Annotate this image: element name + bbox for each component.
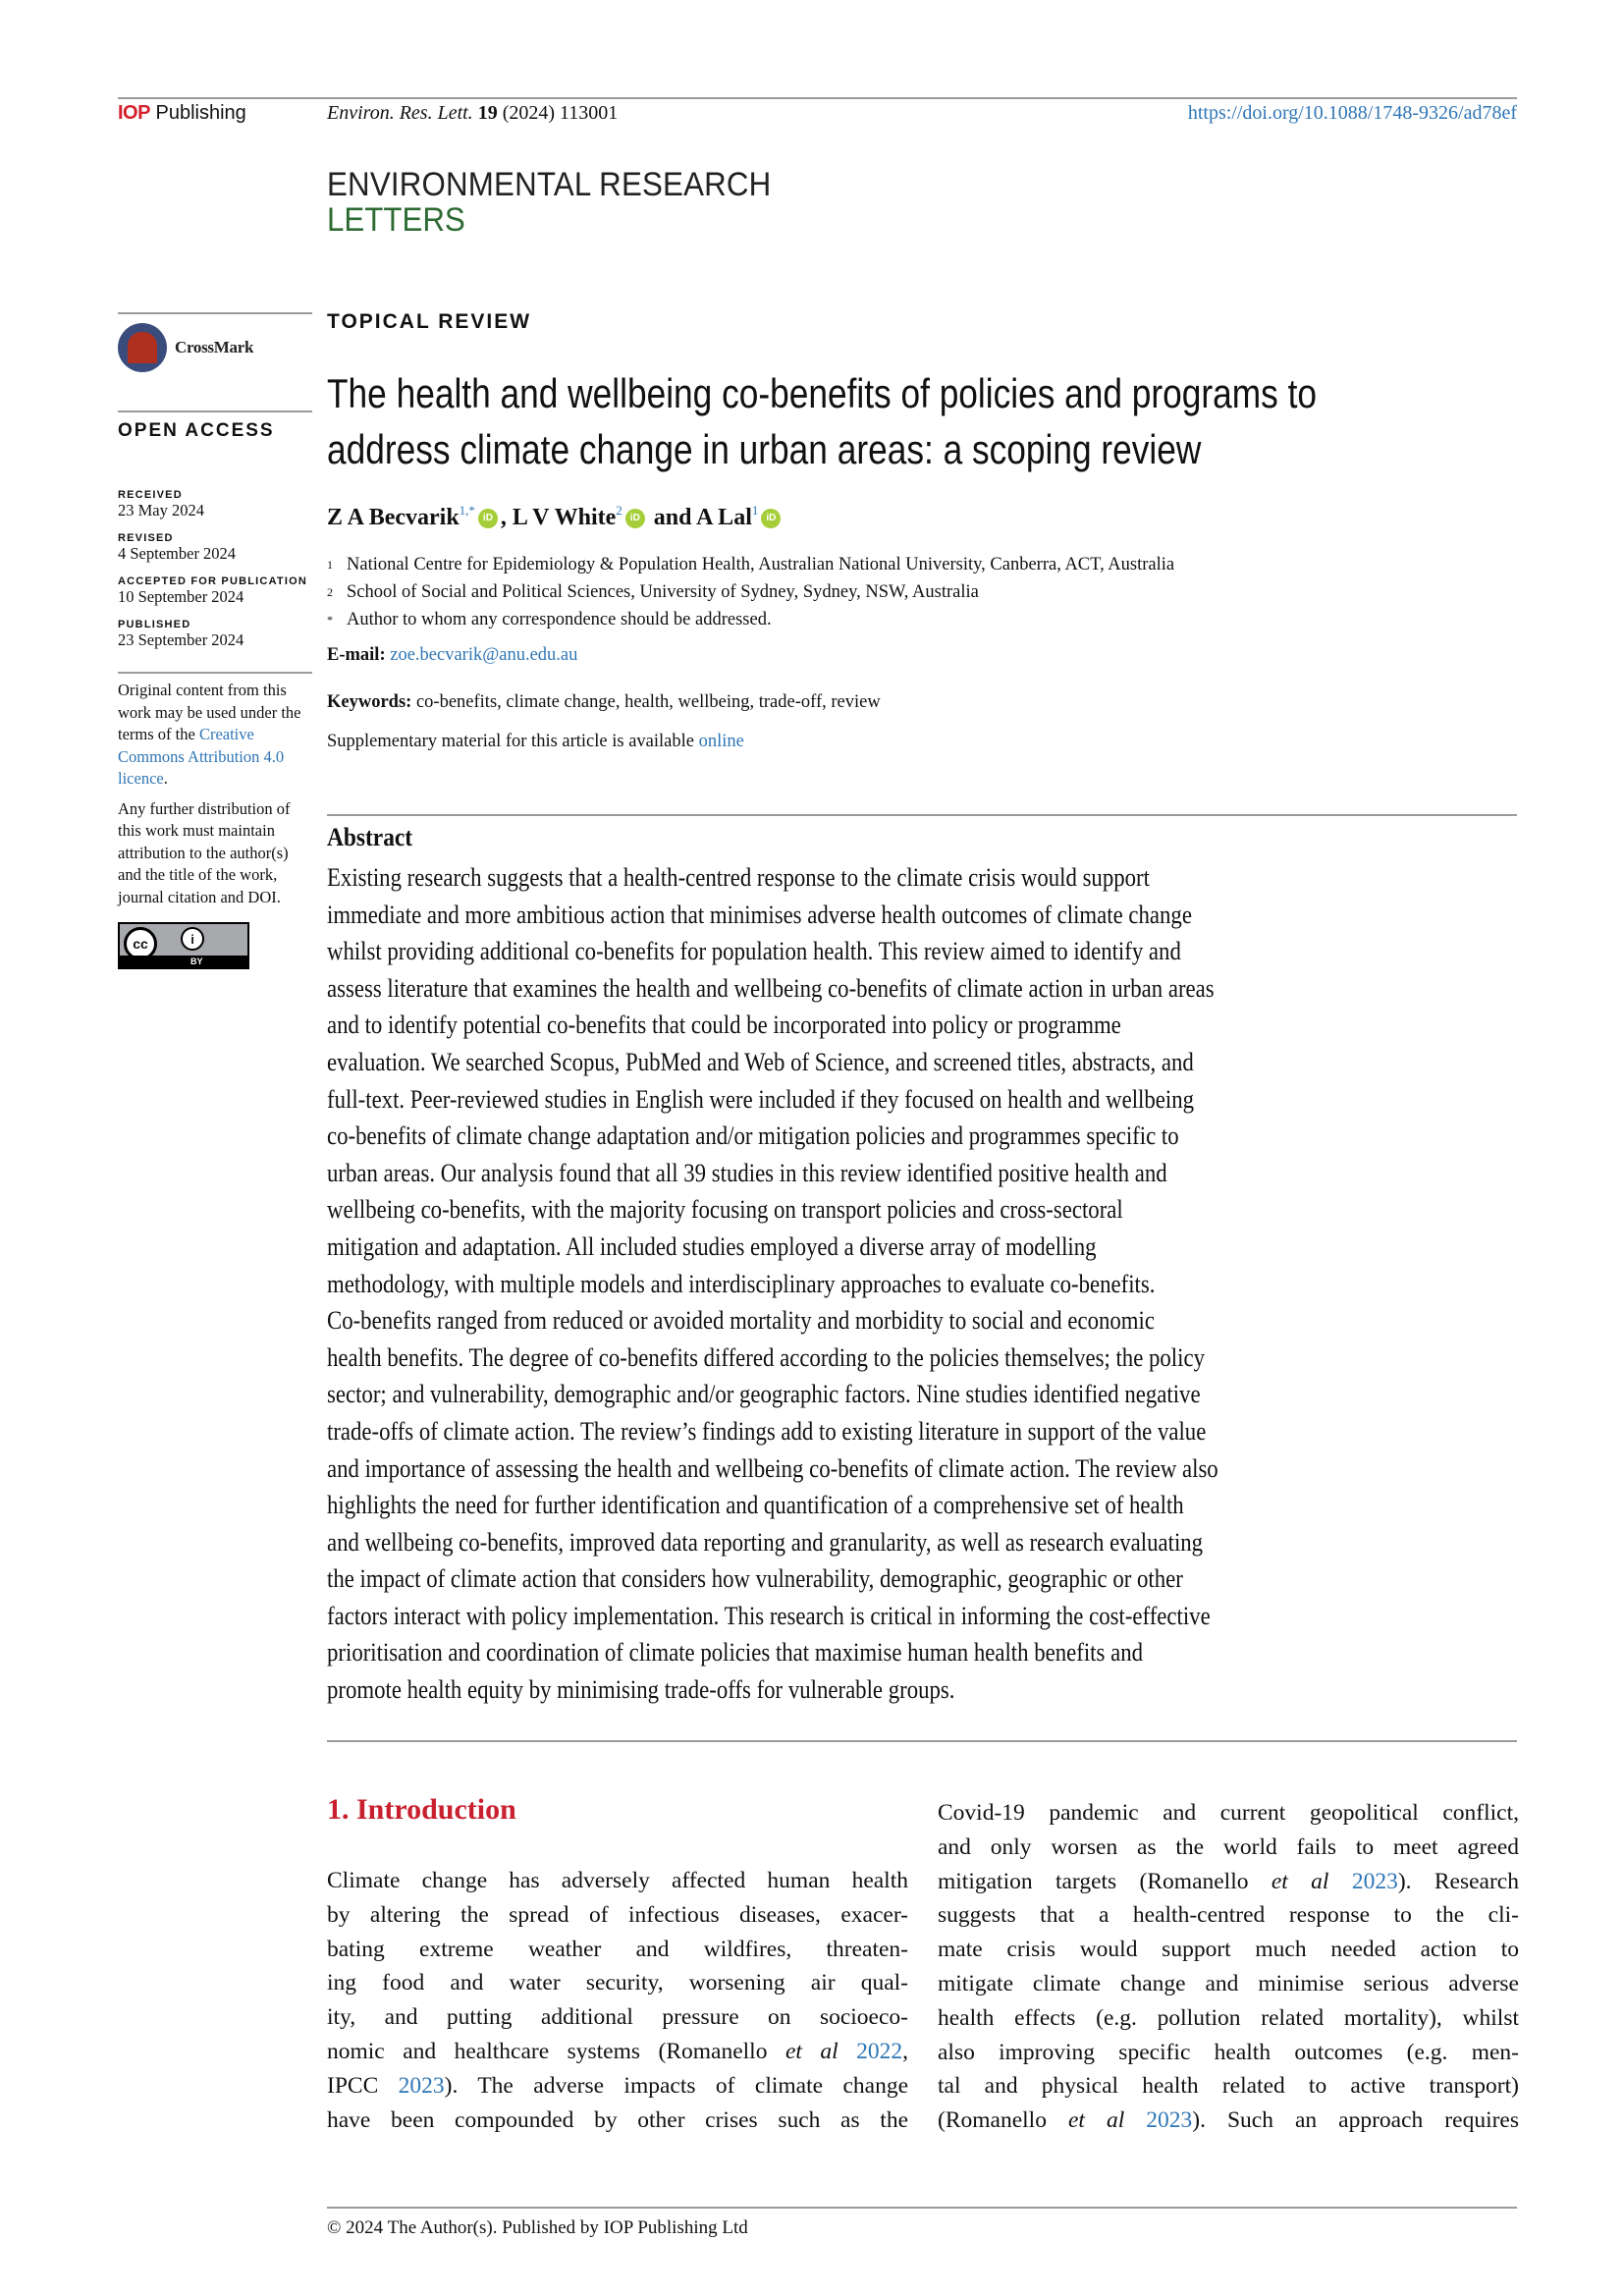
email-label: E-mail:	[327, 645, 391, 665]
affiliation-item	[327, 606, 1174, 633]
license-text: Original content from this work may be used under the terms of the	[118, 681, 301, 743]
date-label-published: PUBLISHED	[118, 619, 191, 630]
creative-commons-icon: cc	[124, 927, 157, 960]
abstract-body	[327, 859, 1520, 1709]
affiliation-mark: 1	[327, 558, 333, 572]
citation-year-link[interactable]: 2023	[1351, 1868, 1398, 1894]
cc-by-badge[interactable]	[118, 922, 249, 969]
text-run: ). Research	[1397, 1868, 1519, 1894]
date-value-received: 23 May 2024	[118, 501, 204, 519]
text-run: mitigation targets (Romanello	[938, 1868, 1271, 1894]
attribution-person-icon: i	[181, 927, 204, 951]
text-run: ,	[902, 2038, 909, 2064]
abstract-line: the impact of climate action that considers how vulnerability, demographic, geographic or other	[327, 1563, 1183, 1594]
abstract-line: promote health equity by minimising trade-offs for vulnerable groups.	[327, 1674, 955, 1705]
journal-citation	[327, 102, 618, 125]
abstract-line: highlights the need for further identification and quantification of a comprehensive set of health	[327, 1490, 1184, 1520]
crossmark-icon	[118, 323, 167, 372]
affiliation-text: National Centre for Epidemiology & Population Health, Australian National University, Canberra, ACT, Australia	[347, 555, 1175, 574]
text-run: IPCC	[327, 2072, 399, 2099]
text-run: ). Such an approach requires	[1192, 2107, 1519, 2134]
paragraph-line: have been compounded by other crises such as the	[327, 2106, 908, 2133]
text-run	[839, 2039, 856, 2064]
paragraph-line: also improving specific health outcomes (e.g. men-	[938, 2039, 1519, 2065]
section-heading-introduction: 1. Introduction	[327, 1793, 516, 1826]
text-run	[1124, 2107, 1146, 2133]
cc-license-link[interactable]: Creative Commons Attribution 4.0 licence	[118, 725, 285, 788]
journal-name-line2: LETTERS	[327, 201, 465, 239]
author-name: Z A Becvarik	[327, 505, 460, 530]
abstract-line: factors interact with policy implementation. This research is critical in informing the cost-effective	[327, 1600, 1211, 1630]
et-al: et al	[784, 2038, 839, 2064]
author-separator: ,	[500, 505, 513, 530]
abstract-line: wellbeing co-benefits, with the majority focusing on transport policies and cross-sectoral	[327, 1194, 1123, 1225]
paragraph-line: ing food and water security, worsening air qual-	[327, 1970, 908, 1996]
author-separator: and	[647, 505, 697, 530]
paragraph-line: and only worsen as the world fails to meet agreed	[938, 1833, 1519, 1860]
paragraph-line: suggests that a health-centred response to the cli-	[938, 1902, 1519, 1929]
author-affiliation-mark[interactable]: 1	[751, 503, 759, 518]
abstract-rule-bottom	[327, 1740, 1517, 1742]
date-value-revised: 4 September 2024	[118, 544, 237, 563]
author-name: A Lal	[696, 505, 752, 530]
crossmark-label: CrossMark	[175, 338, 254, 356]
journal-masthead	[327, 167, 810, 238]
paragraph-line: tal and physical health related to active transport)	[938, 2073, 1519, 2100]
abstract-line: assess literature that examines the health and wellbeing co-benefits of climate action in urban areas	[327, 972, 1215, 1003]
abstract-line: trade-offs of climate action. The review’s findings add to existing literature in support of the value	[327, 1415, 1207, 1446]
abstract-heading: Abstract	[327, 823, 413, 851]
intro-column-left	[327, 1864, 908, 2137]
abstract-line: co-benefits of climate change adaptation and/or mitigation policies and programmes specific to	[327, 1121, 1179, 1151]
open-access-label: OPEN ACCESS	[118, 420, 275, 441]
affiliation-item	[327, 551, 1174, 578]
abstract-line: and to identify potential co-benefits that could be incorporated into policy or programme	[327, 1010, 1121, 1040]
et-al: et al	[1067, 2107, 1125, 2134]
license-paragraph	[118, 680, 312, 791]
article-dates	[118, 489, 312, 650]
date-label-revised: REVISED	[118, 532, 174, 544]
paragraph-line: ity, and putting additional pressure on socioeco-	[327, 2004, 908, 2031]
article-title	[327, 365, 1523, 477]
author-affiliation-mark[interactable]: 1,*	[459, 503, 475, 518]
keywords-label: Keywords:	[327, 692, 416, 712]
affiliation-item	[327, 578, 1174, 606]
citation-journal: Environ. Res. Lett.	[327, 102, 473, 124]
journal-name-line1: ENVIRONMENTAL RESEARCH	[327, 166, 772, 203]
article-type: TOPICAL REVIEW	[327, 310, 532, 333]
citation-year-number: (2024) 113001	[497, 102, 619, 124]
citation-year-link[interactable]: 2023	[1146, 2107, 1193, 2134]
abstract-line: Existing research suggests that a health-centred response to the climate crisis would support	[327, 862, 1150, 892]
paragraph-line: Covid-19 pandemic and current geopolitical conflict,	[938, 1800, 1519, 1826]
abstract-line: mitigation and adaptation. All included studies employed a diverse array of modelling	[327, 1230, 1097, 1261]
footer-rule	[327, 2207, 1517, 2209]
header-rule	[118, 97, 1517, 99]
et-al: et al	[1271, 1868, 1329, 1894]
sidebar-rule	[118, 410, 312, 412]
abstract-line: evaluation. We searched Scopus, PubMed and Web of Science, and screened titles, abstracts, and	[327, 1046, 1194, 1076]
abstract-rule-top	[327, 814, 1517, 816]
affiliations	[327, 551, 1174, 633]
title-line-2: address climate change in urban areas: a scoping review	[327, 426, 1202, 472]
paragraph-line: Climate change has adversely affected human health	[327, 1868, 908, 1893]
abstract-line: and importance of assessing the health and wellbeing co-benefits of climate action. The review also	[327, 1452, 1218, 1483]
paragraph-line	[938, 1865, 1519, 1899]
text-run	[1328, 1869, 1351, 1894]
orcid-icon[interactable]: iD	[625, 509, 645, 528]
author-name: L V White	[512, 505, 617, 530]
affiliation-mark: 2	[327, 585, 333, 599]
citation-year-link[interactable]: 2022	[856, 2038, 903, 2064]
affiliation-text: School of Social and Political Sciences, University of Sydney, Sydney, NSW, Australia	[347, 582, 979, 602]
supplementary-note	[327, 732, 744, 752]
iop-logo-mark: IOP	[118, 102, 150, 124]
supplementary-text: Supplementary material for this article is available	[327, 732, 699, 751]
abstract-line: sector; and vulnerability, demographic and/or geographic factors. Nine studies identified negative	[327, 1379, 1201, 1409]
sidebar	[118, 304, 312, 969]
email-link[interactable]: zoe.becvarik@anu.edu.au	[390, 645, 578, 665]
abstract-line: immediate and more ambitious action that minimises adverse health outcomes of climate change	[327, 899, 1192, 929]
keywords-list: co-benefits, climate change, health, wellbeing, trade-off, review	[415, 692, 881, 712]
supplementary-online-link[interactable]: online	[698, 732, 744, 751]
doi-link[interactable]: https://doi.org/10.1088/1748-9326/ad78ef	[1187, 102, 1517, 124]
correspondence-email	[327, 645, 577, 666]
keywords	[327, 692, 881, 713]
title-line-1: The health and wellbeing co-benefits of policies and programs to	[327, 370, 1318, 416]
date-label-received: RECEIVED	[118, 489, 183, 501]
paragraph-line: mate crisis would support much needed action to	[938, 1937, 1519, 1963]
paragraph-line	[938, 2104, 1519, 2138]
orcid-icon[interactable]: iD	[761, 509, 781, 528]
paragraph-line: health effects (e.g. pollution related mortality), whilst	[938, 2004, 1519, 2031]
cc-by-label: BY	[120, 956, 247, 967]
author-affiliation-mark[interactable]: 2	[616, 503, 622, 518]
paragraph-line: bating extreme weather and wildfires, threaten-	[327, 1936, 908, 1962]
paragraph-line: by altering the spread of infectious diseases, exacer-	[327, 1901, 908, 1928]
publisher-logo-text: Publishing	[149, 102, 246, 124]
license-notice	[118, 680, 312, 908]
abstract-line: Co-benefits ranged from reduced or avoided mortality and morbidity to social and economic	[327, 1305, 1155, 1336]
orcid-icon[interactable]: iD	[478, 509, 498, 528]
paragraph-line	[327, 2069, 908, 2104]
text-run: ). The adverse impacts of climate change	[444, 2072, 908, 2099]
date-value-published: 23 September 2024	[118, 630, 244, 649]
sidebar-rule-license	[118, 672, 312, 674]
citation-year-link[interactable]: 2023	[398, 2072, 445, 2099]
distribution-paragraph: Any further distribution of this work must maintain attribution to the author(s) and the title of the work, journal citation and DOI.	[118, 798, 291, 906]
intro-column-right	[938, 1796, 1519, 2138]
copyright-notice: © 2024 The Author(s). Published by IOP Publishing Ltd	[327, 2217, 748, 2238]
abstract-line: whilst providing additional co-benefits for population health. This review aimed to identify and	[327, 936, 1181, 966]
date-value-accepted: 10 September 2024	[118, 587, 244, 606]
text-run: nomic and healthcare systems (Romanello	[327, 2038, 785, 2064]
paragraph-line: mitigate climate change and minimise serious adverse	[938, 1970, 1519, 1996]
abstract-line: full-text. Peer-reviewed studies in English were included if they focused on health and wellbeing	[327, 1083, 1195, 1114]
author-list	[327, 505, 784, 531]
abstract-line: health benefits. The degree of co-benefits differed according to the policies themselves; the policy	[327, 1341, 1205, 1372]
affiliation-text: Author to whom any correspondence should be addressed.	[347, 610, 772, 629]
paragraph-line	[327, 2035, 908, 2069]
date-label-accepted: ACCEPTED FOR PUBLICATION	[118, 575, 307, 587]
text-run: (Romanello	[938, 2107, 1068, 2134]
license-text-end: .	[163, 769, 168, 788]
abstract-line: and wellbeing co-benefits, improved data reporting and granularity, as well as research evaluating	[327, 1526, 1204, 1557]
abstract-line: prioritisation and coordination of climate policies that maximise human health benefits and	[327, 1637, 1143, 1667]
crossmark-button[interactable]	[118, 314, 312, 381]
citation-volume: 19	[477, 102, 498, 124]
publisher-logo	[118, 102, 246, 125]
abstract-line: urban areas. Our analysis found that all 39 studies in this review identified positive health and	[327, 1157, 1167, 1187]
affiliation-mark: *	[327, 613, 333, 627]
abstract-line: methodology, with multiple models and interdisciplinary approaches to evaluate co-benefits.	[327, 1268, 1156, 1298]
